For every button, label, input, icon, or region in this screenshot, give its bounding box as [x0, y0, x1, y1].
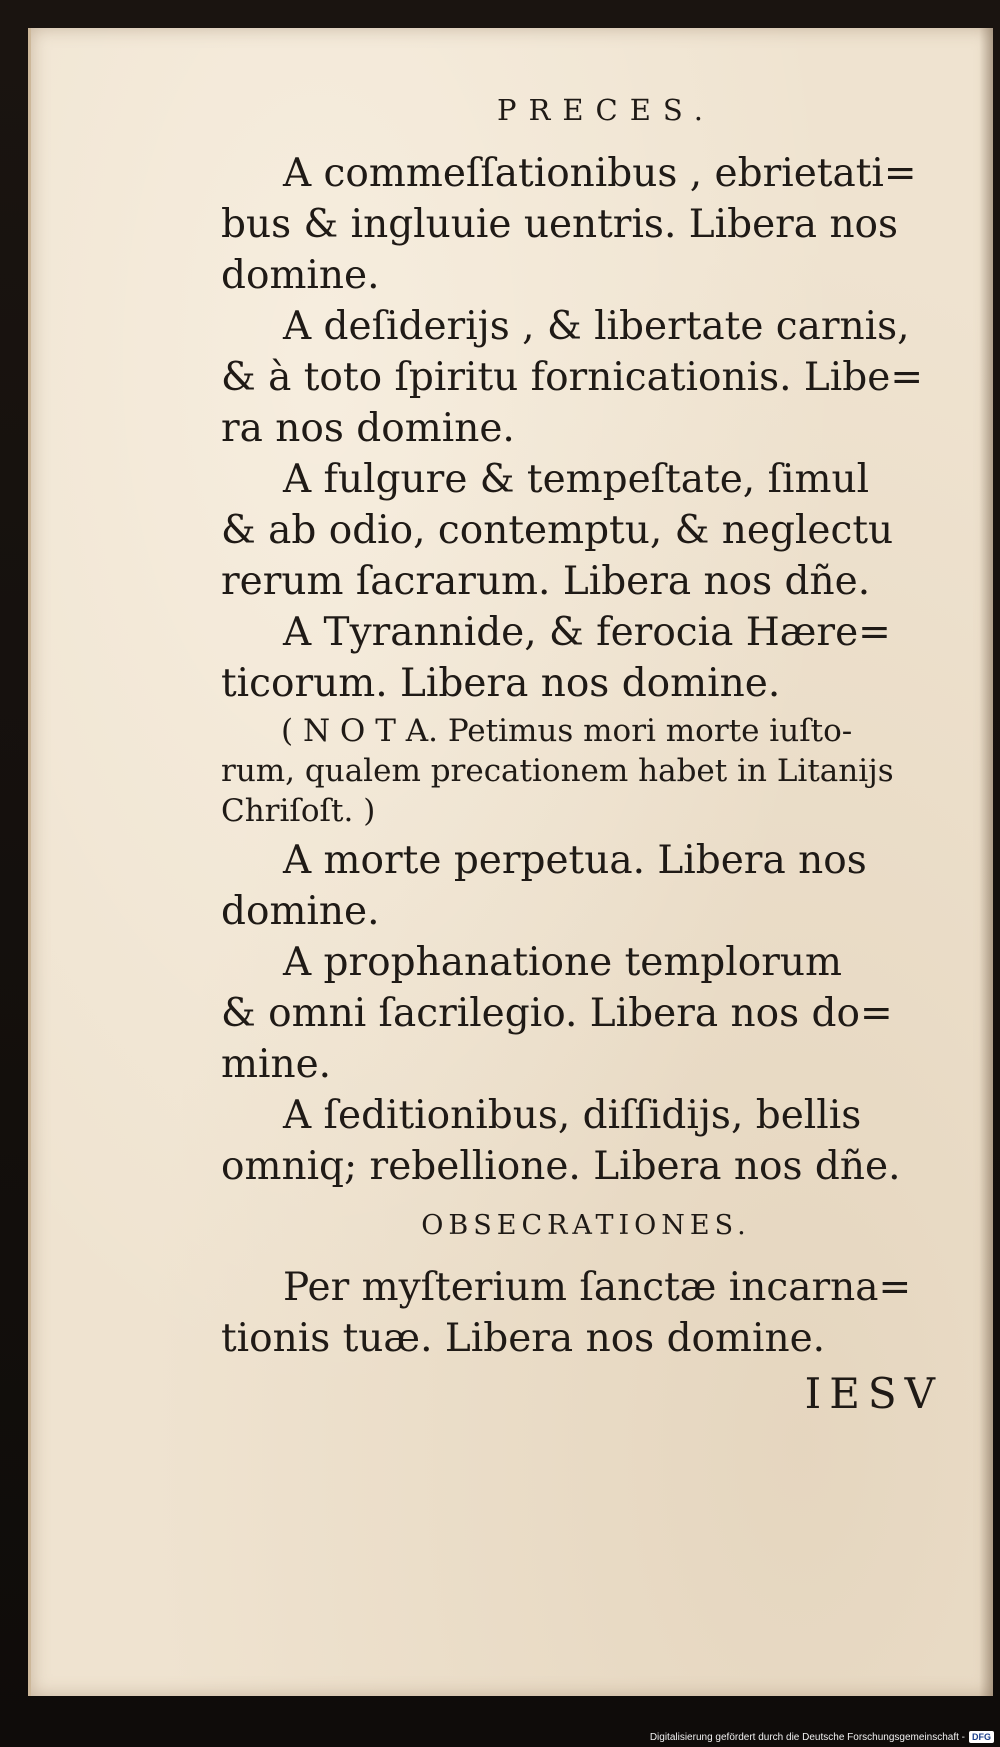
text-line: A commeſſationibus , ebrietati=	[283, 151, 917, 196]
text-line: ra nos domine.	[221, 406, 515, 451]
running-head: PRECES.	[497, 93, 715, 127]
page-edge-shadow	[979, 28, 993, 1696]
text-line: A Tyrannide, & ferocia Hære=	[283, 610, 891, 655]
text-line: & ab odio, contemptu, & neglectu	[221, 508, 894, 553]
text-line: omniq; rebellione. Libera nos dñe.	[221, 1144, 901, 1189]
text-line: rerum ſacrarum. Libera nos dñe.	[221, 559, 871, 604]
nota-line: Chriſoſt. )	[221, 793, 376, 829]
nota-line: ( N O T A. Petimus mori morte iuſto-	[281, 713, 853, 749]
text-line: A prophanatione templorum	[283, 940, 842, 985]
litany-block-1	[221, 148, 951, 709]
litany-block-2	[221, 835, 951, 1192]
text-line: & omni ſacrilegio. Libera nos do=	[221, 991, 893, 1036]
text-line: A ſeditionibus, diſſidijs, bellis	[283, 1093, 862, 1138]
text-line: A fulgure & tempeſtate, ſimul	[283, 457, 870, 502]
dfg-logo-icon: DFG	[969, 1731, 994, 1743]
text-line: domine.	[221, 253, 380, 298]
text-line: mine.	[221, 1042, 332, 1087]
text-line: A deſiderijs , & libertate carnis,	[283, 304, 910, 349]
text-line: ticorum. Libera nos domine.	[221, 661, 781, 706]
section-heading: OBSECRATIONES.	[421, 1210, 751, 1241]
text-block	[221, 90, 951, 1419]
catchword: IESV	[804, 1369, 943, 1418]
text-line: & à toto ſpiritu fornicationis. Libe=	[221, 355, 923, 400]
text-line: A morte perpetua. Libera nos	[283, 838, 867, 883]
text-line: domine.	[221, 889, 380, 934]
text-line: Per myſterium ſanctæ incarna=	[283, 1265, 912, 1310]
text-line: tionis tuæ. Libera nos domine.	[221, 1316, 826, 1361]
obsecrationes-block	[221, 1262, 951, 1364]
text-line: bus & ingluuie uentris. Libera nos	[221, 202, 899, 247]
nota-line: rum, qualem precationem habet in Litanijs	[221, 753, 894, 789]
credit-text: Digitalisierung gefördert durch die Deutsche Forschungsgemeinschaft -	[649, 1731, 965, 1743]
digitization-credit	[650, 1731, 994, 1743]
book-page	[28, 28, 993, 1696]
nota-block	[221, 711, 951, 831]
